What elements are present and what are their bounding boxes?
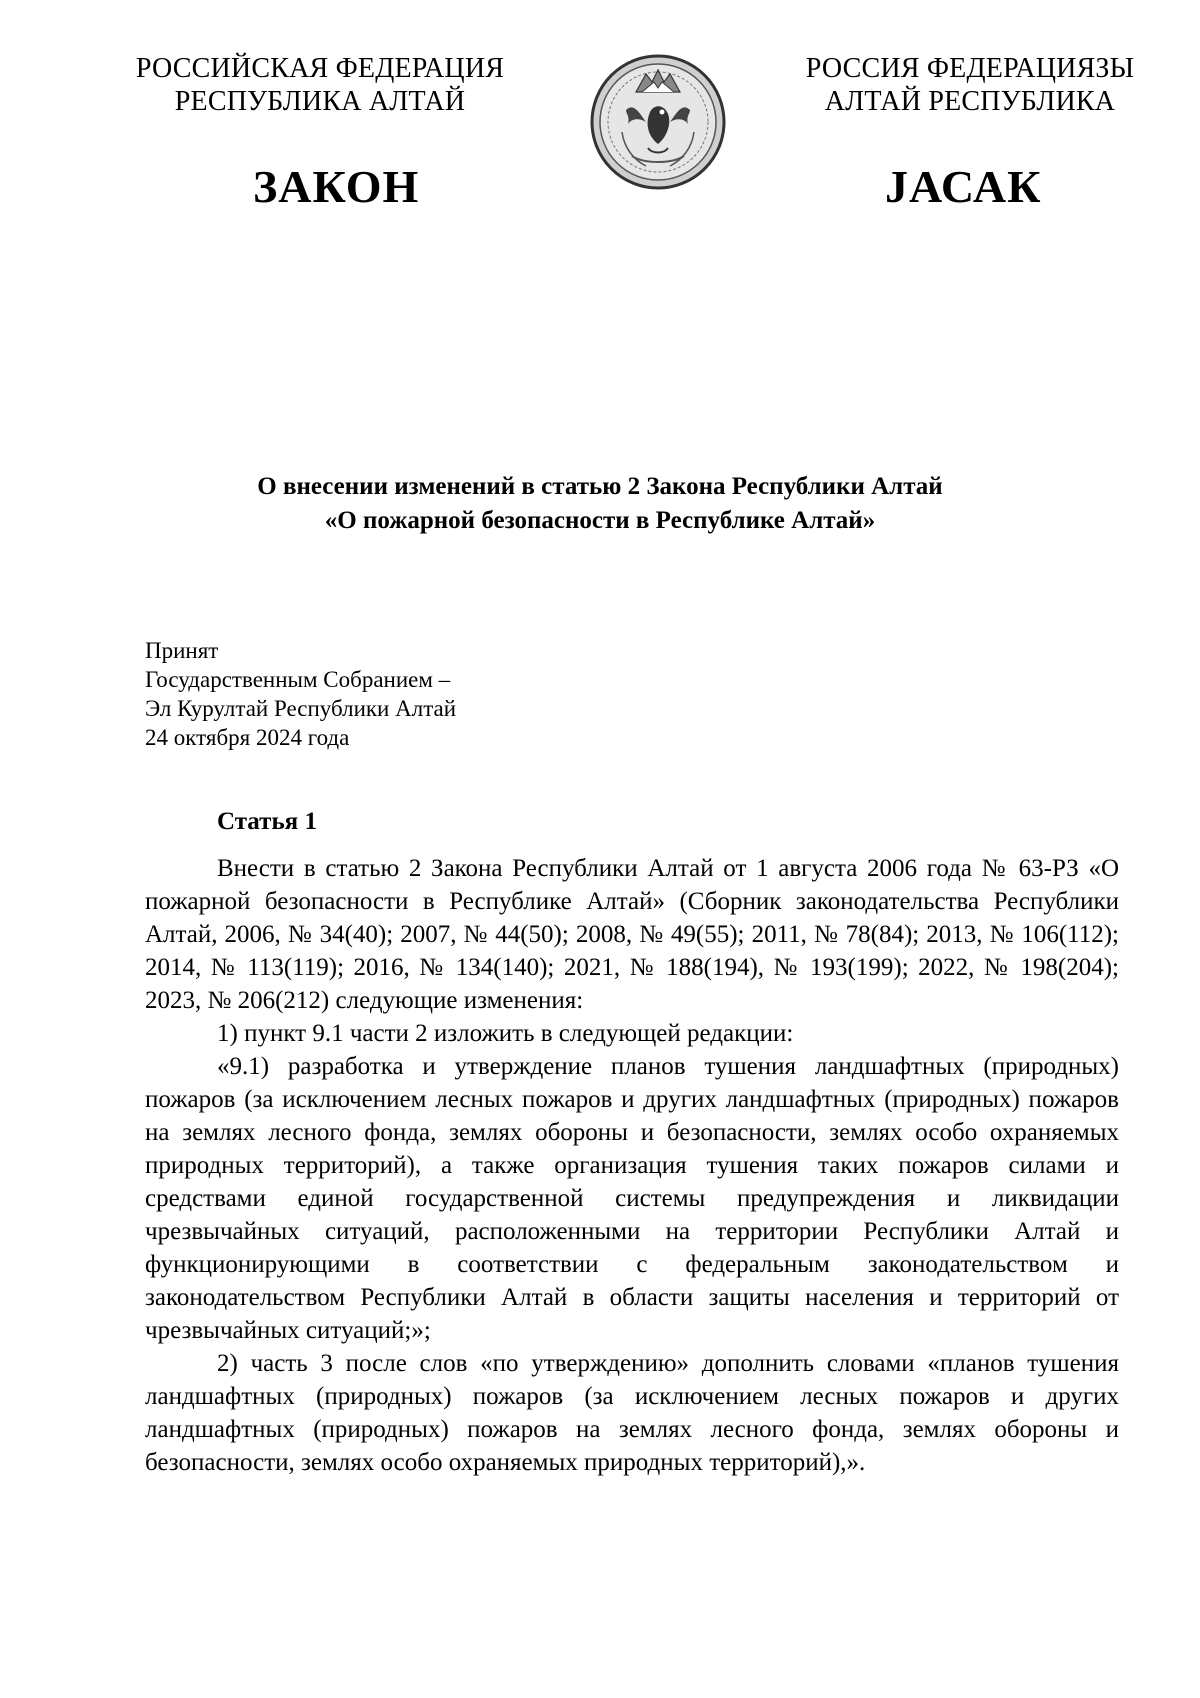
header-right-line1: РОССИЯ ФЕДЕРАЦИЯЗЫ — [805, 53, 1135, 84]
law-title-line2: «О пожарной безопасности в Республике Алтай» — [324, 507, 876, 534]
header-right — [780, 52, 1160, 118]
article-body — [145, 852, 1119, 1479]
law-title — [130, 470, 1070, 538]
law-heading-russian: ЗАКОН — [253, 161, 420, 212]
adoption-date: 24 октября 2024 года — [145, 725, 350, 750]
altai-republic-emblem-icon — [588, 52, 728, 192]
article-paragraph: 2) часть 3 после слов «по утверждению» дополнить словами «планов тушения ландшафтных (природных) пожаров (за исключением лесных пожаров и других ландшафтных (природных) пожаров на землях лесного фонда, землях обороны и безопасности, землях особо охраняемых природных территорий),». — [145, 1350, 1119, 1476]
article-paragraph: Внести в статью 2 Закона Республики Алтай от 1 августа 2006 года № 63-РЗ «О пожарной безопасности в Республике Алтай» (Сборник законодательства Республики Алтай, 2006, № 34(40); 2007, № 44(50); 2008, № 49(55); 2011, № 78(84); 2013, № 106(112); 2014, № 113(119); 2016, № 134(140); 2021, № 188(194), № 193(199); 2022, № 198(204); 2023, № 206(212) следующие изменения: — [145, 855, 1119, 1014]
article-paragraph: 1) пункт 9.1 части 2 изложить в следующей редакции: — [217, 1020, 794, 1047]
header-left-line1: РОССИЙСКАЯ ФЕДЕРАЦИЯ — [135, 53, 505, 84]
adoption-line1: Принят — [145, 638, 219, 663]
law-title-line1: О внесении изменений в статью 2 Закона Республики Алтай — [257, 473, 943, 500]
header-left-line2: РЕСПУБЛИКА АЛТАЙ — [174, 86, 466, 117]
law-heading-altai: ЈАСАК — [885, 161, 1042, 212]
article-heading: Статья 1 — [217, 808, 317, 835]
header-left — [110, 52, 530, 118]
adoption-block — [145, 636, 456, 752]
adoption-line3: Эл Курултай Республики Алтай — [145, 696, 457, 721]
article-paragraph: «9.1) разработка и утверждение планов тушения ландшафтных (природных) пожаров (за исключением лесных пожаров и других ландшафтных (природных) пожаров на землях лесного фонда, землях обороны и безопасности, землях особо охраняемых природных территорий), а также организация тушения таких пожаров силами и средствами единой государственной системы предупреждения и ликвидации чрезвычайных ситуаций, расположенными на территории Республики Алтай и функционирующими в соответствии с федеральным законодательством и законодательством Республики Алтай в области защиты населения и территорий от чрезвычайных ситуаций;»; — [145, 1053, 1119, 1344]
adoption-line2: Государственным Собранием – — [145, 667, 451, 692]
header-right-line2: АЛТАЙ РЕСПУБЛИКА — [824, 86, 1116, 117]
